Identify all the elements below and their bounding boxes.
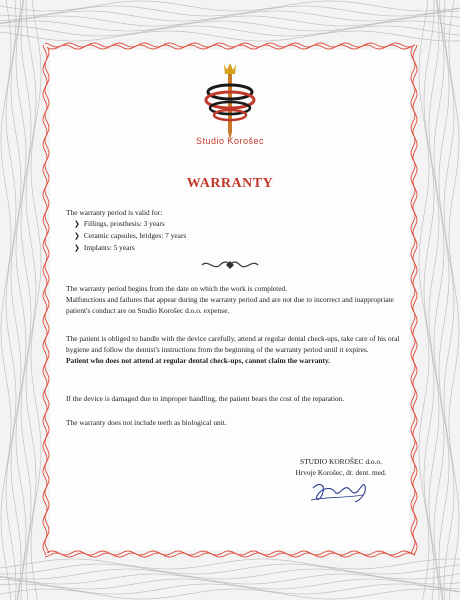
brand-name: Studio Korošec [195,136,265,146]
list-item-text: Implants: 5 years [83,243,135,252]
warranty-periods-list [74,218,186,254]
paragraph-obligations [66,333,406,366]
paragraph-line: Malfunctions and failures that appear during the warranty period and are not due to incorrect and inappropriate patient's conduct are on Studio Korošec d.o.o. expense. [66,295,394,315]
paragraph-period [66,283,406,316]
paragraph-line: The patient is obliged to handle with the device carefully, attend at regular dental check-ups, take care of his oral hygiene and follow the dentist's instructions from the beginning of the warranty period until it expires. [66,334,400,354]
list-item-text: Ceramic capsules, bridges: 7 years [83,231,187,240]
doctor-name: Hrvoje Korošec, dr. dent. med. [295,468,387,477]
list-item [74,218,186,230]
warranty-intro: The warranty period is valid for: [66,208,163,217]
signature-block [286,456,396,478]
ornament-divider-icon [200,258,260,270]
company-name: STUDIO KOROŠEC d.o.o. [300,457,382,466]
handwritten-signature-icon [305,478,375,506]
paragraph-bold-line: Patient who does not attend at regular dental check-ups, cannot claim the warranty. [66,356,331,365]
list-item [74,242,186,254]
paragraph-damage: If the device is damaged due to improper handling, the patient bears the cost of the reparation. [66,394,345,403]
paragraph-exclusion: The warranty does not include teeth as biological unit. [66,418,227,427]
paragraph-line: The warranty period begins from the date on which the work is completed. [66,284,288,293]
list-item-text: Fillings, prosthesis: 3 years [83,219,165,228]
list-item [74,230,186,242]
document-title: WARRANTY [186,176,274,191]
